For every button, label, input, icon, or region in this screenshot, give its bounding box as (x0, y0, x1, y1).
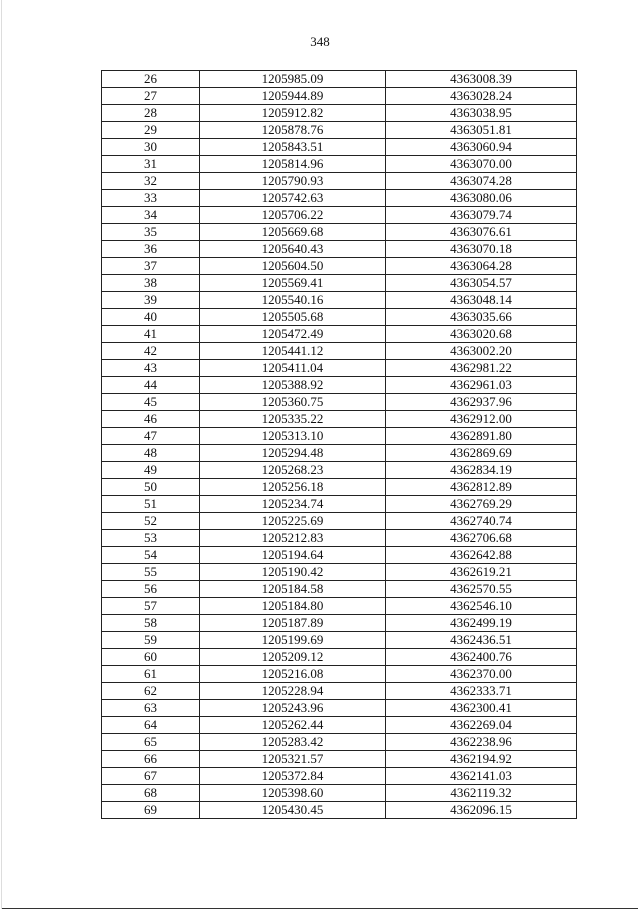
point-number-cell: 39 (102, 292, 200, 309)
y-coordinate-cell: 4363054.57 (386, 275, 577, 292)
point-number-cell: 61 (102, 666, 200, 683)
table-row (102, 190, 577, 207)
table-row (102, 785, 577, 802)
point-number-cell: 50 (102, 479, 200, 496)
table-row (102, 734, 577, 751)
x-coordinate-cell: 1205388.92 (200, 377, 386, 394)
table-row (102, 649, 577, 666)
x-coordinate-cell: 1205194.64 (200, 547, 386, 564)
coordinates-table (101, 70, 577, 819)
x-coordinate-cell: 1205187.89 (200, 615, 386, 632)
table-row (102, 802, 577, 819)
point-number-cell: 53 (102, 530, 200, 547)
point-number-cell: 32 (102, 173, 200, 190)
x-coordinate-cell: 1205441.12 (200, 343, 386, 360)
x-coordinate-cell: 1205228.94 (200, 683, 386, 700)
table-row (102, 258, 577, 275)
x-coordinate-cell: 1205256.18 (200, 479, 386, 496)
table-row (102, 241, 577, 258)
table-row (102, 751, 577, 768)
table-row (102, 105, 577, 122)
y-coordinate-cell: 4362642.88 (386, 547, 577, 564)
point-number-cell: 62 (102, 683, 200, 700)
point-number-cell: 44 (102, 377, 200, 394)
y-coordinate-cell: 4363076.61 (386, 224, 577, 241)
table-row (102, 88, 577, 105)
table-row (102, 309, 577, 326)
table-row (102, 530, 577, 547)
table-row (102, 275, 577, 292)
y-coordinate-cell: 4362141.03 (386, 768, 577, 785)
point-number-cell: 66 (102, 751, 200, 768)
page-bottom-rule (2, 908, 638, 909)
x-coordinate-cell: 1205283.42 (200, 734, 386, 751)
table-row (102, 207, 577, 224)
point-number-cell: 55 (102, 564, 200, 581)
x-coordinate-cell: 1205398.60 (200, 785, 386, 802)
x-coordinate-cell: 1205912.82 (200, 105, 386, 122)
table-row (102, 564, 577, 581)
x-coordinate-cell: 1205944.89 (200, 88, 386, 105)
table-row (102, 632, 577, 649)
table-row (102, 581, 577, 598)
y-coordinate-cell: 4363028.24 (386, 88, 577, 105)
x-coordinate-cell: 1205843.51 (200, 139, 386, 156)
point-number-cell: 34 (102, 207, 200, 224)
y-coordinate-cell: 4362333.71 (386, 683, 577, 700)
y-coordinate-cell: 4362300.41 (386, 700, 577, 717)
x-coordinate-cell: 1205411.04 (200, 360, 386, 377)
point-number-cell: 64 (102, 717, 200, 734)
table-row (102, 411, 577, 428)
table-row (102, 326, 577, 343)
table-row (102, 683, 577, 700)
x-coordinate-cell: 1205742.63 (200, 190, 386, 207)
y-coordinate-cell: 4363064.28 (386, 258, 577, 275)
x-coordinate-cell: 1205335.22 (200, 411, 386, 428)
point-number-cell: 63 (102, 700, 200, 717)
table-row (102, 139, 577, 156)
x-coordinate-cell: 1205212.83 (200, 530, 386, 547)
x-coordinate-cell: 1205262.44 (200, 717, 386, 734)
x-coordinate-cell: 1205184.58 (200, 581, 386, 598)
y-coordinate-cell: 4362869.69 (386, 445, 577, 462)
y-coordinate-cell: 4363038.95 (386, 105, 577, 122)
page-number: 348 (310, 34, 330, 49)
x-coordinate-cell: 1205184.80 (200, 598, 386, 615)
table-row (102, 343, 577, 360)
y-coordinate-cell: 4363051.81 (386, 122, 577, 139)
y-coordinate-cell: 4362706.68 (386, 530, 577, 547)
x-coordinate-cell: 1205321.57 (200, 751, 386, 768)
point-number-cell: 36 (102, 241, 200, 258)
x-coordinate-cell: 1205234.74 (200, 496, 386, 513)
table-row (102, 173, 577, 190)
x-coordinate-cell: 1205268.23 (200, 462, 386, 479)
table-row (102, 700, 577, 717)
y-coordinate-cell: 4362834.19 (386, 462, 577, 479)
x-coordinate-cell: 1205199.69 (200, 632, 386, 649)
y-coordinate-cell: 4362769.29 (386, 496, 577, 513)
y-coordinate-cell: 4363080.06 (386, 190, 577, 207)
y-coordinate-cell: 4363048.14 (386, 292, 577, 309)
point-number-cell: 56 (102, 581, 200, 598)
x-coordinate-cell: 1205313.10 (200, 428, 386, 445)
point-number-cell: 30 (102, 139, 200, 156)
y-coordinate-cell: 4363060.94 (386, 139, 577, 156)
y-coordinate-cell: 4363074.28 (386, 173, 577, 190)
x-coordinate-cell: 1205472.49 (200, 326, 386, 343)
x-coordinate-cell: 1205878.76 (200, 122, 386, 139)
x-coordinate-cell: 1205216.08 (200, 666, 386, 683)
x-coordinate-cell: 1205294.48 (200, 445, 386, 462)
y-coordinate-cell: 4362619.21 (386, 564, 577, 581)
table-row (102, 479, 577, 496)
point-number-cell: 46 (102, 411, 200, 428)
table-row (102, 360, 577, 377)
y-coordinate-cell: 4362546.10 (386, 598, 577, 615)
x-coordinate-cell: 1205669.68 (200, 224, 386, 241)
y-coordinate-cell: 4363070.18 (386, 241, 577, 258)
x-coordinate-cell: 1205814.96 (200, 156, 386, 173)
x-coordinate-cell: 1205430.45 (200, 802, 386, 819)
table-row (102, 598, 577, 615)
x-coordinate-cell: 1205190.42 (200, 564, 386, 581)
point-number-cell: 58 (102, 615, 200, 632)
table-row (102, 428, 577, 445)
y-coordinate-cell: 4362194.92 (386, 751, 577, 768)
table-row (102, 394, 577, 411)
point-number-cell: 59 (102, 632, 200, 649)
x-coordinate-cell: 1205604.50 (200, 258, 386, 275)
y-coordinate-cell: 4362961.03 (386, 377, 577, 394)
table-row (102, 666, 577, 683)
table-row (102, 547, 577, 564)
table-row (102, 717, 577, 734)
x-coordinate-cell: 1205505.68 (200, 309, 386, 326)
table-row (102, 462, 577, 479)
point-number-cell: 29 (102, 122, 200, 139)
y-coordinate-cell: 4362238.96 (386, 734, 577, 751)
table-row (102, 496, 577, 513)
x-coordinate-cell: 1205209.12 (200, 649, 386, 666)
point-number-cell: 54 (102, 547, 200, 564)
y-coordinate-cell: 4362269.04 (386, 717, 577, 734)
point-number-cell: 35 (102, 224, 200, 241)
y-coordinate-cell: 4362937.96 (386, 394, 577, 411)
point-number-cell: 45 (102, 394, 200, 411)
point-number-cell: 31 (102, 156, 200, 173)
point-number-cell: 57 (102, 598, 200, 615)
y-coordinate-cell: 4362400.76 (386, 649, 577, 666)
scan-edge-line (1, 0, 2, 909)
point-number-cell: 47 (102, 428, 200, 445)
table-row (102, 377, 577, 394)
point-number-cell: 65 (102, 734, 200, 751)
x-coordinate-cell: 1205790.93 (200, 173, 386, 190)
point-number-cell: 42 (102, 343, 200, 360)
x-coordinate-cell: 1205640.43 (200, 241, 386, 258)
y-coordinate-cell: 4362370.00 (386, 666, 577, 683)
y-coordinate-cell: 4363008.39 (386, 71, 577, 88)
point-number-cell: 51 (102, 496, 200, 513)
y-coordinate-cell: 4362436.51 (386, 632, 577, 649)
point-number-cell: 28 (102, 105, 200, 122)
y-coordinate-cell: 4363020.68 (386, 326, 577, 343)
y-coordinate-cell: 4362119.32 (386, 785, 577, 802)
point-number-cell: 41 (102, 326, 200, 343)
point-number-cell: 26 (102, 71, 200, 88)
point-number-cell: 37 (102, 258, 200, 275)
table-row (102, 292, 577, 309)
y-coordinate-cell: 4362981.22 (386, 360, 577, 377)
x-coordinate-cell: 1205225.69 (200, 513, 386, 530)
point-number-cell: 33 (102, 190, 200, 207)
table-row (102, 122, 577, 139)
y-coordinate-cell: 4362740.74 (386, 513, 577, 530)
table-row (102, 513, 577, 530)
y-coordinate-cell: 4363079.74 (386, 207, 577, 224)
table-row (102, 156, 577, 173)
point-number-cell: 49 (102, 462, 200, 479)
y-coordinate-cell: 4362499.19 (386, 615, 577, 632)
table-row (102, 768, 577, 785)
y-coordinate-cell: 4362891.80 (386, 428, 577, 445)
point-number-cell: 40 (102, 309, 200, 326)
point-number-cell: 60 (102, 649, 200, 666)
point-number-cell: 48 (102, 445, 200, 462)
point-number-cell: 38 (102, 275, 200, 292)
y-coordinate-cell: 4363035.66 (386, 309, 577, 326)
table-row (102, 71, 577, 88)
x-coordinate-cell: 1205372.84 (200, 768, 386, 785)
table-row (102, 615, 577, 632)
x-coordinate-cell: 1205569.41 (200, 275, 386, 292)
point-number-cell: 69 (102, 802, 200, 819)
point-number-cell: 27 (102, 88, 200, 105)
x-coordinate-cell: 1205985.09 (200, 71, 386, 88)
point-number-cell: 43 (102, 360, 200, 377)
x-coordinate-cell: 1205540.16 (200, 292, 386, 309)
y-coordinate-cell: 4362570.55 (386, 581, 577, 598)
y-coordinate-cell: 4363070.00 (386, 156, 577, 173)
coordinates-table-body (102, 71, 577, 819)
x-coordinate-cell: 1205360.75 (200, 394, 386, 411)
point-number-cell: 67 (102, 768, 200, 785)
x-coordinate-cell: 1205706.22 (200, 207, 386, 224)
x-coordinate-cell: 1205243.96 (200, 700, 386, 717)
table-row (102, 445, 577, 462)
point-number-cell: 52 (102, 513, 200, 530)
y-coordinate-cell: 4362812.89 (386, 479, 577, 496)
y-coordinate-cell: 4362096.15 (386, 802, 577, 819)
y-coordinate-cell: 4363002.20 (386, 343, 577, 360)
point-number-cell: 68 (102, 785, 200, 802)
table-row (102, 224, 577, 241)
y-coordinate-cell: 4362912.00 (386, 411, 577, 428)
